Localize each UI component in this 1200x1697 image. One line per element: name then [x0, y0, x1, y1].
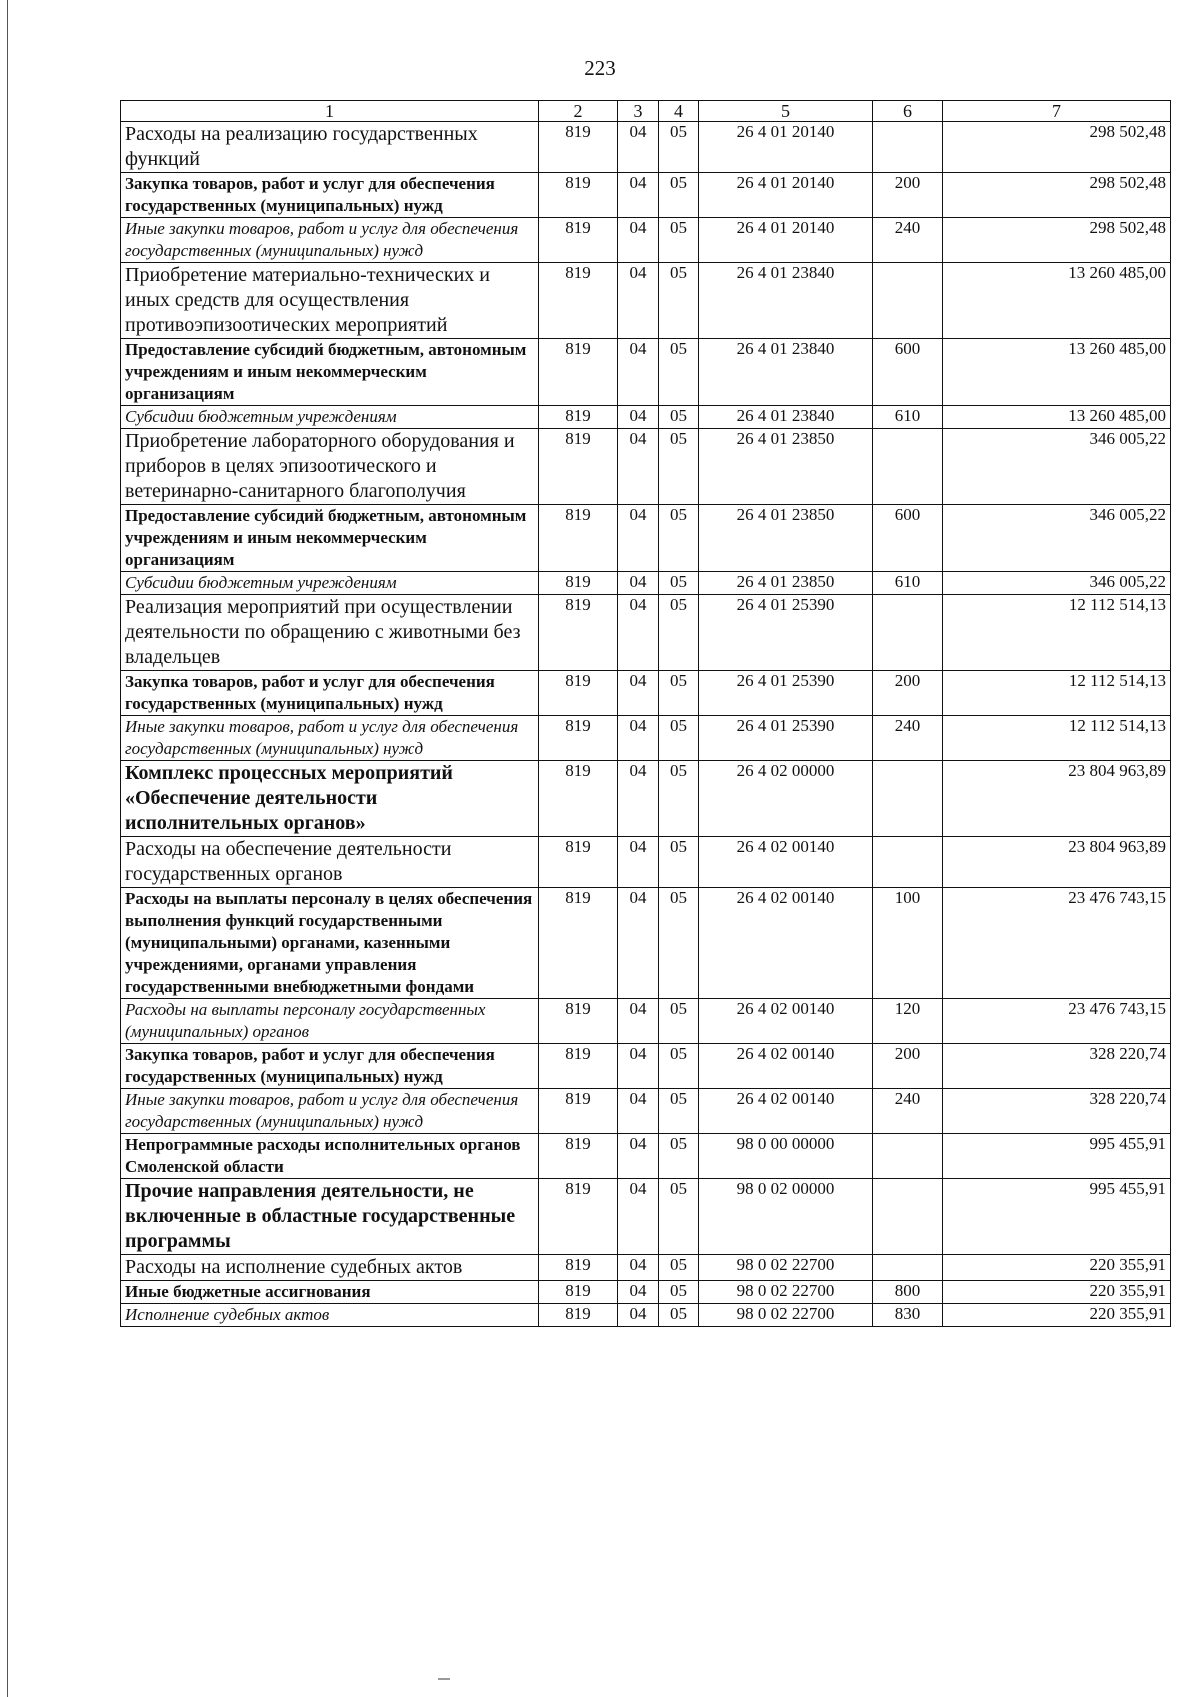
row-name-cell: Закупка товаров, работ и услуг для обеспечения государственных (муниципальных) нужд — [121, 1044, 539, 1089]
target-article-cell: 26 4 02 00140 — [699, 1044, 873, 1089]
amount-cell: 298 502,48 — [943, 218, 1171, 263]
admin-code-cell: 819 — [539, 1044, 618, 1089]
expense-type-cell: 200 — [873, 671, 943, 716]
subsection-code-cell: 05 — [659, 716, 699, 761]
amount-cell: 220 355,91 — [943, 1255, 1171, 1281]
row-name-cell: Предоставление субсидий бюджетным, автономным учреждениям и иным некоммерческим организациям — [121, 505, 539, 572]
admin-code-cell: 819 — [539, 1304, 618, 1327]
admin-code-cell: 819 — [539, 1179, 618, 1255]
expense-type-cell — [873, 837, 943, 888]
row-name-cell: Расходы на выплаты персоналу государственных (муниципальных) органов — [121, 999, 539, 1044]
amount-cell: 346 005,22 — [943, 572, 1171, 595]
target-article-cell: 26 4 01 25390 — [699, 595, 873, 671]
subsection-code-cell: 05 — [659, 671, 699, 716]
table-row — [121, 1134, 1171, 1179]
amount-cell: 13 260 485,00 — [943, 406, 1171, 429]
table-row — [121, 1089, 1171, 1134]
subsection-code-cell: 05 — [659, 505, 699, 572]
target-article-cell: 26 4 01 20140 — [699, 218, 873, 263]
section-code-cell: 04 — [618, 429, 659, 505]
section-code-cell: 04 — [618, 263, 659, 339]
admin-code-cell: 819 — [539, 122, 618, 173]
table-row — [121, 1255, 1171, 1281]
subsection-code-cell: 05 — [659, 595, 699, 671]
subsection-code-cell: 05 — [659, 173, 699, 218]
section-code-cell: 04 — [618, 761, 659, 837]
page-number: 223 — [584, 56, 616, 80]
expense-type-cell — [873, 761, 943, 837]
section-code-cell: 04 — [618, 1089, 659, 1134]
target-article-cell: 26 4 01 25390 — [699, 716, 873, 761]
target-article-cell: 26 4 01 23850 — [699, 572, 873, 595]
table-row — [121, 888, 1171, 999]
target-article-cell: 26 4 01 23840 — [699, 406, 873, 429]
table-row — [121, 1281, 1171, 1304]
section-code-cell: 04 — [618, 406, 659, 429]
row-name-cell: Иные закупки товаров, работ и услуг для обеспечения государственных (муниципальных) нужд — [121, 1089, 539, 1134]
subsection-code-cell: 05 — [659, 1281, 699, 1304]
target-article-cell: 26 4 01 23840 — [699, 263, 873, 339]
admin-code-cell: 819 — [539, 888, 618, 999]
amount-cell: 346 005,22 — [943, 429, 1171, 505]
admin-code-cell: 819 — [539, 173, 618, 218]
admin-code-cell: 819 — [539, 671, 618, 716]
subsection-code-cell: 05 — [659, 1134, 699, 1179]
admin-code-cell: 819 — [539, 339, 618, 406]
target-article-cell: 26 4 02 00140 — [699, 837, 873, 888]
amount-cell: 346 005,22 — [943, 505, 1171, 572]
column-number-cell: 3 — [618, 101, 659, 122]
table-row — [121, 716, 1171, 761]
section-code-cell: 04 — [618, 505, 659, 572]
target-article-cell: 98 0 02 22700 — [699, 1281, 873, 1304]
admin-code-cell: 819 — [539, 999, 618, 1044]
section-code-cell: 04 — [618, 218, 659, 263]
admin-code-cell: 819 — [539, 263, 618, 339]
subsection-code-cell: 05 — [659, 1179, 699, 1255]
row-name-cell: Субсидии бюджетным учреждениям — [121, 406, 539, 429]
amount-cell: 13 260 485,00 — [943, 339, 1171, 406]
column-number-cell: 1 — [121, 101, 539, 122]
target-article-cell: 26 4 02 00000 — [699, 761, 873, 837]
amount-cell: 23 804 963,89 — [943, 761, 1171, 837]
section-code-cell: 04 — [618, 1304, 659, 1327]
table-row — [121, 999, 1171, 1044]
subsection-code-cell: 05 — [659, 837, 699, 888]
target-article-cell: 98 0 02 22700 — [699, 1255, 873, 1281]
row-name-cell: Расходы на реализацию государственных функций — [121, 122, 539, 173]
subsection-code-cell: 05 — [659, 888, 699, 999]
target-article-cell: 26 4 02 00140 — [699, 1089, 873, 1134]
subsection-code-cell: 05 — [659, 406, 699, 429]
expense-type-cell: 200 — [873, 173, 943, 218]
row-name-cell: Непрограммные расходы исполнительных органов Смоленской области — [121, 1134, 539, 1179]
admin-code-cell: 819 — [539, 1089, 618, 1134]
scan-artifact — [438, 1678, 450, 1680]
subsection-code-cell: 05 — [659, 263, 699, 339]
section-code-cell: 04 — [618, 671, 659, 716]
table-row — [121, 173, 1171, 218]
amount-cell: 13 260 485,00 — [943, 263, 1171, 339]
table-row — [121, 1179, 1171, 1255]
scan-edge-line — [7, 0, 8, 1697]
section-code-cell: 04 — [618, 1255, 659, 1281]
column-number-cell: 5 — [699, 101, 873, 122]
table-row — [121, 572, 1171, 595]
section-code-cell: 04 — [618, 339, 659, 406]
admin-code-cell: 819 — [539, 1281, 618, 1304]
section-code-cell: 04 — [618, 173, 659, 218]
subsection-code-cell: 05 — [659, 122, 699, 173]
table-row — [121, 122, 1171, 173]
expense-type-cell: 100 — [873, 888, 943, 999]
row-name-cell: Расходы на обеспечение деятельности государственных органов — [121, 837, 539, 888]
expense-type-cell: 800 — [873, 1281, 943, 1304]
expense-type-cell: 240 — [873, 716, 943, 761]
section-code-cell: 04 — [618, 837, 659, 888]
table-row — [121, 1304, 1171, 1327]
expense-type-cell — [873, 122, 943, 173]
row-name-cell: Реализация мероприятий при осуществлении деятельности по обращению с животными без владельцев — [121, 595, 539, 671]
table-row — [121, 1044, 1171, 1089]
section-code-cell: 04 — [618, 1134, 659, 1179]
row-name-cell: Расходы на выплаты персоналу в целях обеспечения выполнения функций государственными (муниципальными) органами, казенными учреждениями, органами управления государственными внебюджетными фондами — [121, 888, 539, 999]
row-name-cell: Предоставление субсидий бюджетным, автономным учреждениям и иным некоммерческим организациям — [121, 339, 539, 406]
table-row — [121, 837, 1171, 888]
column-number-cell: 6 — [873, 101, 943, 122]
table-body — [121, 122, 1171, 1327]
section-code-cell: 04 — [618, 572, 659, 595]
admin-code-cell: 819 — [539, 595, 618, 671]
target-article-cell: 26 4 02 00140 — [699, 999, 873, 1044]
subsection-code-cell: 05 — [659, 1304, 699, 1327]
table-row — [121, 505, 1171, 572]
expense-type-cell: 240 — [873, 218, 943, 263]
subsection-code-cell: 05 — [659, 1044, 699, 1089]
amount-cell: 23 476 743,15 — [943, 888, 1171, 999]
target-article-cell: 26 4 01 23840 — [699, 339, 873, 406]
target-article-cell: 26 4 02 00140 — [699, 888, 873, 999]
expense-type-cell: 830 — [873, 1304, 943, 1327]
table-row — [121, 761, 1171, 837]
row-name-cell: Приобретение лабораторного оборудования и приборов в целях эпизоотического и ветеринарно-санитарного благополучия — [121, 429, 539, 505]
admin-code-cell: 819 — [539, 716, 618, 761]
row-name-cell: Субсидии бюджетным учреждениям — [121, 572, 539, 595]
subsection-code-cell: 05 — [659, 218, 699, 263]
row-name-cell: Закупка товаров, работ и услуг для обеспечения государственных (муниципальных) нужд — [121, 671, 539, 716]
table-row — [121, 595, 1171, 671]
expense-type-cell — [873, 1255, 943, 1281]
amount-cell: 12 112 514,13 — [943, 595, 1171, 671]
admin-code-cell: 819 — [539, 505, 618, 572]
column-number-cell: 4 — [659, 101, 699, 122]
target-article-cell: 26 4 01 20140 — [699, 122, 873, 173]
section-code-cell: 04 — [618, 595, 659, 671]
expense-type-cell: 200 — [873, 1044, 943, 1089]
expense-type-cell — [873, 263, 943, 339]
table-row — [121, 406, 1171, 429]
amount-cell: 298 502,48 — [943, 173, 1171, 218]
table-row — [121, 671, 1171, 716]
admin-code-cell: 819 — [539, 218, 618, 263]
amount-cell: 23 476 743,15 — [943, 999, 1171, 1044]
target-article-cell: 26 4 01 23850 — [699, 505, 873, 572]
amount-cell: 220 355,91 — [943, 1304, 1171, 1327]
section-code-cell: 04 — [618, 1179, 659, 1255]
section-code-cell: 04 — [618, 1044, 659, 1089]
row-name-cell: Комплекс процессных мероприятий «Обеспечение деятельности исполнительных органов» — [121, 761, 539, 837]
row-name-cell: Иные закупки товаров, работ и услуг для обеспечения государственных (муниципальных) нужд — [121, 218, 539, 263]
expense-type-cell: 610 — [873, 572, 943, 595]
table-row — [121, 339, 1171, 406]
column-number-row — [121, 101, 1171, 122]
admin-code-cell: 819 — [539, 572, 618, 595]
section-code-cell: 04 — [618, 716, 659, 761]
section-code-cell: 04 — [618, 1281, 659, 1304]
expense-type-cell: 610 — [873, 406, 943, 429]
row-name-cell: Закупка товаров, работ и услуг для обеспечения государственных (муниципальных) нужд — [121, 173, 539, 218]
row-name-cell: Исполнение судебных актов — [121, 1304, 539, 1327]
row-name-cell: Иные закупки товаров, работ и услуг для обеспечения государственных (муниципальных) нужд — [121, 716, 539, 761]
amount-cell: 12 112 514,13 — [943, 671, 1171, 716]
expense-type-cell: 600 — [873, 339, 943, 406]
target-article-cell: 26 4 01 20140 — [699, 173, 873, 218]
subsection-code-cell: 05 — [659, 1089, 699, 1134]
table-row — [121, 218, 1171, 263]
expense-type-cell: 120 — [873, 999, 943, 1044]
amount-cell: 23 804 963,89 — [943, 837, 1171, 888]
subsection-code-cell: 05 — [659, 572, 699, 595]
target-article-cell: 98 0 00 00000 — [699, 1134, 873, 1179]
admin-code-cell: 819 — [539, 406, 618, 429]
expense-type-cell — [873, 429, 943, 505]
admin-code-cell: 819 — [539, 761, 618, 837]
amount-cell: 220 355,91 — [943, 1281, 1171, 1304]
section-code-cell: 04 — [618, 122, 659, 173]
section-code-cell: 04 — [618, 999, 659, 1044]
expense-type-cell: 600 — [873, 505, 943, 572]
column-number-cell: 7 — [943, 101, 1171, 122]
admin-code-cell: 819 — [539, 1255, 618, 1281]
expense-type-cell — [873, 1179, 943, 1255]
row-name-cell: Расходы на исполнение судебных актов — [121, 1255, 539, 1281]
expense-type-cell — [873, 1134, 943, 1179]
amount-cell: 12 112 514,13 — [943, 716, 1171, 761]
budget-table — [120, 100, 1171, 1327]
target-article-cell: 98 0 02 22700 — [699, 1304, 873, 1327]
expense-type-cell — [873, 595, 943, 671]
target-article-cell: 26 4 01 23850 — [699, 429, 873, 505]
admin-code-cell: 819 — [539, 1134, 618, 1179]
amount-cell: 298 502,48 — [943, 122, 1171, 173]
table-row — [121, 263, 1171, 339]
target-article-cell: 26 4 01 25390 — [699, 671, 873, 716]
subsection-code-cell: 05 — [659, 339, 699, 406]
amount-cell: 995 455,91 — [943, 1134, 1171, 1179]
row-name-cell: Прочие направления деятельности, не включенные в областные государственные программы — [121, 1179, 539, 1255]
admin-code-cell: 819 — [539, 429, 618, 505]
admin-code-cell: 819 — [539, 837, 618, 888]
row-name-cell: Приобретение материально-технических и иных средств для осуществления противоэпизоотических мероприятий — [121, 263, 539, 339]
subsection-code-cell: 05 — [659, 999, 699, 1044]
amount-cell: 328 220,74 — [943, 1044, 1171, 1089]
table-row — [121, 429, 1171, 505]
column-number-cell: 2 — [539, 101, 618, 122]
subsection-code-cell: 05 — [659, 761, 699, 837]
amount-cell: 995 455,91 — [943, 1179, 1171, 1255]
target-article-cell: 98 0 02 00000 — [699, 1179, 873, 1255]
row-name-cell: Иные бюджетные ассигнования — [121, 1281, 539, 1304]
subsection-code-cell: 05 — [659, 1255, 699, 1281]
subsection-code-cell: 05 — [659, 429, 699, 505]
section-code-cell: 04 — [618, 888, 659, 999]
amount-cell: 328 220,74 — [943, 1089, 1171, 1134]
expense-type-cell: 240 — [873, 1089, 943, 1134]
